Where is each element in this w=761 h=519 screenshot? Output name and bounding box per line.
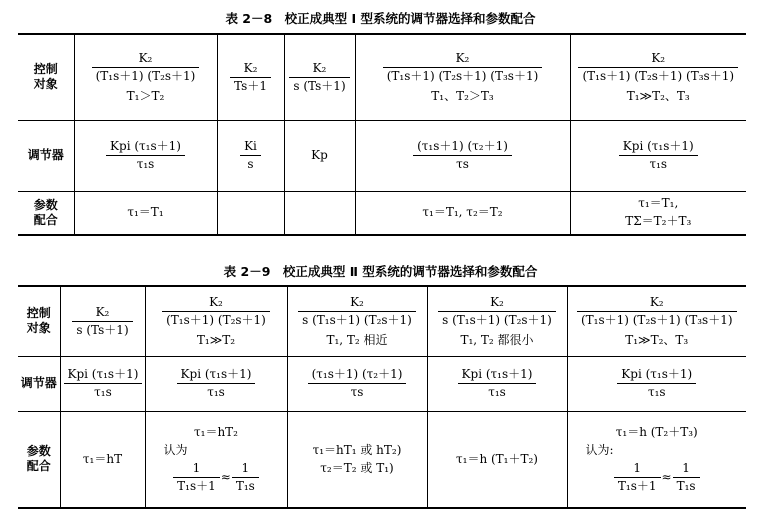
controller-cell [284,120,355,191]
controller-cell [427,356,567,411]
object-cell [145,286,287,356]
approximation: $\frac{1}{\text{T₁s＋1}}$ ≈ $\frac{1}{\text{T₁s}}$ [148,461,285,494]
object-condition: T₁≫T₂、T₃ [625,332,689,347]
row-header-controller: 调节器 [18,120,74,191]
param-cell: τ₁＝hT₂ 认为 $\frac{1}{\text{T₁s＋1}}$ ≈ $\frac{1}{\text{T₁s}}$ [145,411,287,508]
controller-cell [355,120,570,191]
object-cell [427,286,567,356]
transfer-function: $\frac{\text{K₂}}{Ts+1}$ [230,61,271,94]
controller-function: $\frac{\text{(τ₁s＋1) (τ₂＋1)}}{\tau s}$ [413,139,512,172]
controller-cell [60,356,145,411]
object-cell [60,286,145,356]
controller-function: $\frac{\text{Kpi (τ₁s＋1)}}{\text{τ₁s}}$ [64,367,143,400]
transfer-function: $\frac{\text{K₂}}{\text{s (T₁s＋1) (T₂s＋1)}}$ [438,295,556,328]
object-condition: T₁＞T₂ [126,88,165,103]
object-condition: T₁≫T₂ [196,332,236,347]
controller-function: $\frac{\text{Kpi (τ₁s＋1)}}{\text{τ₁s}}$ [617,367,696,400]
param-cell: τ₁＝T₁, τ₂＝T₂ [355,191,570,235]
object-cell [217,34,284,120]
row-header-params: 参数 配合 [18,411,60,508]
transfer-function: $\frac{\text{K₂}}{\text{(T₁s＋1) (T₂s＋1)}}$ [162,295,270,328]
object-cell [570,34,746,120]
row-header-object: 控制 对象 [18,34,74,120]
object-condition: T₁≫T₂、T₃ [626,88,690,103]
table1-params-row [18,191,746,235]
controller-function: Kp [311,148,328,162]
approximation: $\frac{1}{\text{T₁s＋1}}$ ≈ $\frac{1}{\text{T₁s}}$ [570,461,745,494]
transfer-function: $\frac{\text{K₂}}{\text{(T₁s＋1) (T₂s＋1) (T₃s＋1)}}$ [383,51,543,84]
controller-cell [287,356,427,411]
controller-cell [567,356,746,411]
controller-cell [74,120,217,191]
param-cell: τ₁＝hT₁ 或 hT₂) τ₂＝T₂ 或 T₁) [287,411,427,508]
table1-caption: 表 2－8 校正成典型 Ⅰ 型系统的调节器选择和参数配合 [225,11,536,26]
controller-function: $\frac{Ki}{s}$ [240,139,261,172]
row-header-controller: 调节器 [18,356,60,411]
param-cell-empty [284,191,355,235]
transfer-function: $\frac{\text{K₂}}{s (Ts+1)}$ [289,61,349,94]
object-cell [355,34,570,120]
controller-function: $\frac{\text{(τ₁s＋1) (τ₂＋1)}}{\tau s}$ [308,367,407,400]
table2-controller-row [18,356,746,411]
row-header-object: 控制 对象 [18,286,60,356]
transfer-function: $\frac{\text{K₂}}{\text{(T₁s＋1) (T₂s＋1)}}$ [92,51,200,84]
object-cell [74,34,217,120]
controller-cell [145,356,287,411]
object-cell [287,286,427,356]
transfer-function: $\frac{\text{K₂}}{\text{(T₁s＋1) (T₂s＋1) (T₃s＋1)}}$ [577,295,737,328]
object-condition: T₁, T₂ 相近 [326,332,388,347]
object-condition: T₁, T₂ 都很小 [460,332,534,347]
object-cell [284,34,355,120]
controller-function: $\frac{\text{Kpi (τ₁s＋1)}}{\text{τ₁s}}$ [619,139,698,172]
row-header-params: 参数 配合 [18,191,74,235]
controller-function: $\frac{\text{Kpi (τ₁s＋1)}}{\text{τ₁s}}$ [177,367,256,400]
table1-object-row [18,34,746,120]
table2-object-row [18,286,746,356]
param-cell: τ₁＝hT [60,411,145,508]
param-cell: τ₁＝h (T₂＋T₃) 认为: $\frac{1}{\text{T₁s＋1}}$ ≈ $\frac{1}{\text{T₁s}}$ [567,411,746,508]
controller-function: $\frac{\text{Kpi (τ₁s＋1)}}{\text{τ₁s}}$ [458,367,537,400]
object-cell [567,286,746,356]
param-cell-empty [217,191,284,235]
table1 [18,33,746,236]
param-cell: τ₁＝h (T₁＋T₂) [427,411,567,508]
table1-controller-row [18,120,746,191]
param-cell: τ₁＝T₁ [74,191,217,235]
table2 [18,285,746,509]
object-condition: T₁、T₂＞T₃ [431,88,494,103]
table2-params-row [18,411,746,508]
table2-caption: 表 2－9 校正成典型 Ⅱ 型系统的调节器选择和参数配合 [223,264,538,279]
param-cell: τ₁＝T₁, TΣ＝T₂＋T₃ [570,191,746,235]
controller-function: $\frac{\text{Kpi (τ₁s＋1)}}{\text{τ₁s}}$ [106,139,185,172]
controller-cell [570,120,746,191]
transfer-function: $\frac{\text{K₂}}{\text{s (T₁s＋1) (T₂s＋1)}}$ [298,295,416,328]
transfer-function: $\frac{\text{K₂}}{\text{(T₁s＋1) (T₂s＋1) (T₃s＋1)}}$ [578,51,738,84]
controller-cell [217,120,284,191]
transfer-function: $\frac{\text{K₂}}{s (Ts+1)}$ [72,305,132,338]
